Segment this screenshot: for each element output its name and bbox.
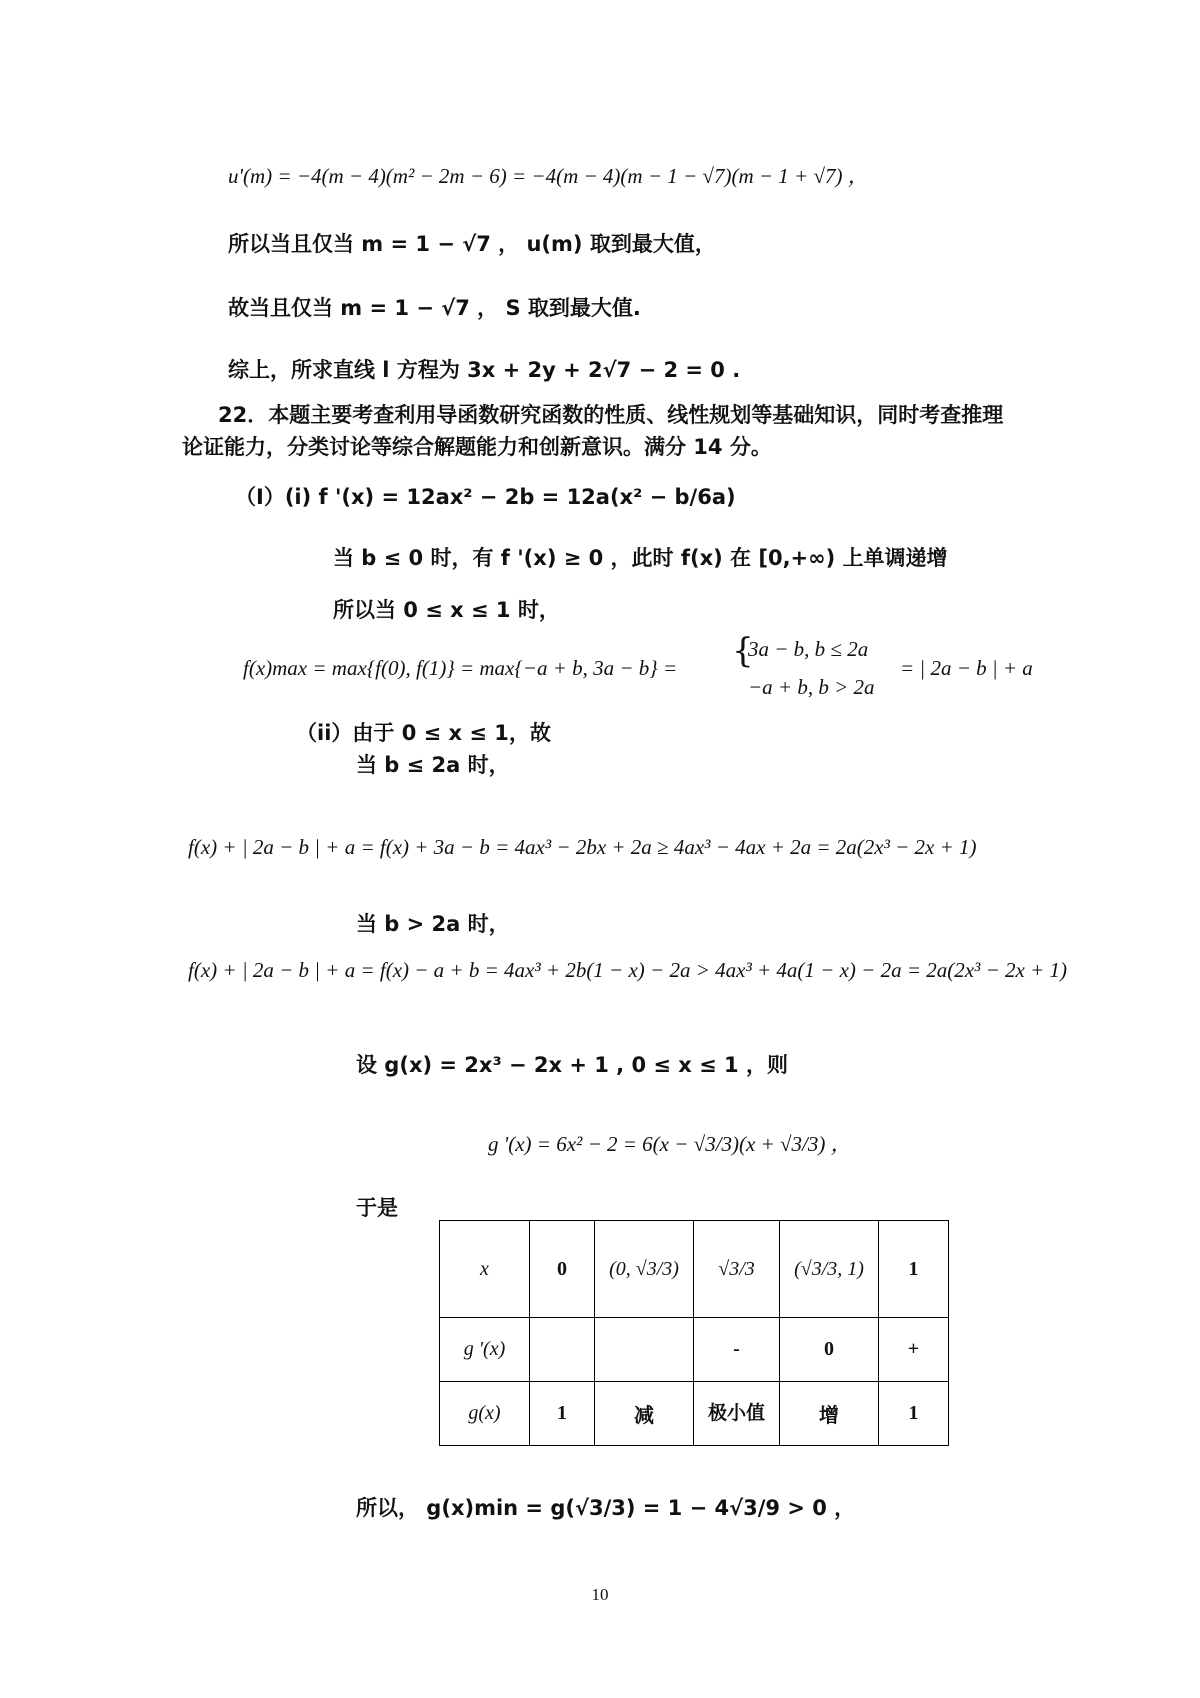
question-22-heading: 22．本题主要考查利用导函数研究函数的性质、线性规划等基础知识，同时考查推理 [218, 403, 1004, 427]
part-ii-intro: （ii）由于 0 ≤ x ≤ 1，故 [296, 721, 551, 745]
derivative-u-line: u'(m) = −4(m − 4)(m² − 2m − 6) = −4(m − 4)(m − 1 − √7)(m − 1 + √7) ， [228, 164, 869, 188]
table-cell: + [879, 1318, 949, 1382]
part-1-derivative: （Ⅰ）(i) f '(x) = 12ax² − 2b = 12a(x² − b/6a) [235, 485, 736, 509]
question-22-heading-cont: 论证能力，分类讨论等综合解题能力和创新意识。满分 14 分。 [182, 435, 772, 459]
table-row [440, 1221, 949, 1318]
table-cell [595, 1318, 694, 1382]
therefore-label: 于是 [356, 1196, 398, 1220]
minimum-g-conclusion: 所以， g(x)min = g(√3/3) = 1 − 4√3/9 > 0 ， [356, 1496, 856, 1520]
case-b-nonpositive: 当 b ≤ 0 时，有 f '(x) ≥ 0 ，此时 f(x) 在 [0,+∞) 上单调递增 [333, 546, 948, 570]
inequality-case-1: f(x) + | 2a − b | + a = f(x) + 3a − b = 4ax³ − 2bx + 2a ≥ 4ax³ − 4ax + 2a = 2a(2x³ − 2x + 1) [188, 835, 977, 859]
table-row [440, 1318, 949, 1382]
table-cell: (0, √3/3) [595, 1221, 694, 1318]
table-cell: g(x) [440, 1382, 530, 1446]
variation-table [439, 1220, 949, 1446]
table-cell: - [694, 1318, 780, 1382]
table-cell: 增 [780, 1382, 879, 1446]
define-g: 设 g(x) = 2x³ − 2x + 1 , 0 ≤ x ≤ 1 ，则 [356, 1053, 788, 1077]
inequality-case-2: f(x) + | 2a − b | + a = f(x) − a + b = 4ax³ + 2b(1 − x) − 2a > 4ax³ + 4a(1 − x) − 2a = 2a(2x³ − 2x + 1) [188, 958, 1068, 982]
table-cell: √3/3 [694, 1221, 780, 1318]
table-cell [530, 1318, 595, 1382]
case-b-le-2a: 当 b ≤ 2a 时， [356, 753, 510, 777]
table-cell: 1 [879, 1221, 949, 1318]
case-b-gt-2a: 当 b > 2a 时， [356, 912, 510, 936]
table-cell: 减 [595, 1382, 694, 1446]
table-cell: g '(x) [440, 1318, 530, 1382]
piecewise-brace: { [732, 631, 754, 671]
fmax-result: = | 2a − b | + a [900, 656, 1033, 680]
line-equation-conclusion: 综上，所求直线 l 方程为 3x + 2y + 2√7 − 2 = 0 . [228, 358, 741, 382]
fmax-expression: f(x)max = max{f(0), f(1)} = max{−a + b, 3a − b} = [243, 656, 678, 680]
table-cell: 1 [879, 1382, 949, 1446]
table-cell: 0 [780, 1318, 879, 1382]
table-cell: (√3/3, 1) [780, 1221, 879, 1318]
max-u-line: 所以当且仅当 m = 1 − √7 ， u(m) 取到最大值， [228, 232, 716, 256]
derivative-g: g '(x) = 6x² − 2 = 6(x − √3/3)(x + √3/3) ， [488, 1132, 852, 1156]
table-cell: 极小值 [694, 1382, 780, 1446]
table-row [440, 1382, 949, 1446]
piecewise-case-2: −a + b, b > 2a [748, 675, 875, 699]
piecewise-case-1: 3a − b, b ≤ 2a [748, 637, 869, 661]
table-cell: x [440, 1221, 530, 1318]
page-number: 10 [591, 1585, 609, 1604]
table-cell: 0 [530, 1221, 595, 1318]
table-cell: 1 [530, 1382, 595, 1446]
interval-condition: 所以当 0 ≤ x ≤ 1 时， [333, 598, 560, 622]
max-s-line: 故当且仅当 m = 1 − √7 ， S 取到最大值. [228, 296, 641, 320]
